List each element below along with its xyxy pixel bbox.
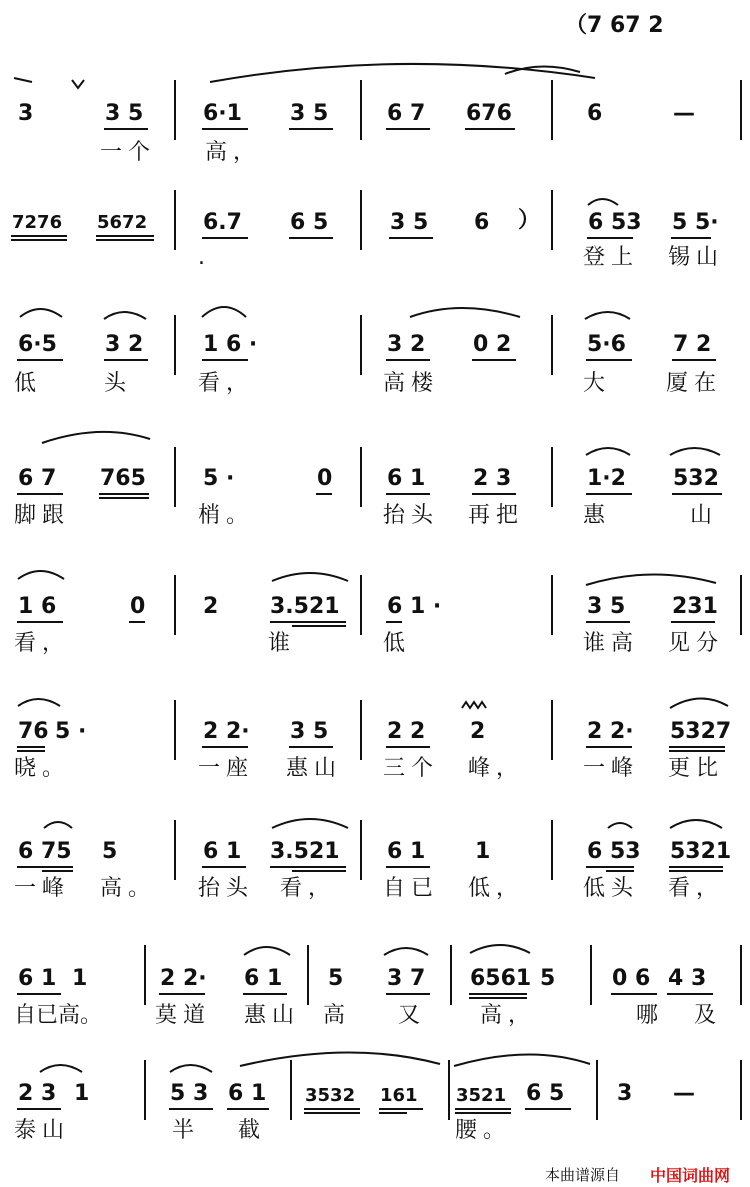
note: 6 53 xyxy=(588,210,642,235)
lyric: 看， xyxy=(14,631,71,656)
phrase-slur xyxy=(0,295,750,335)
system-6 xyxy=(0,680,750,790)
barline xyxy=(360,700,362,760)
lyric: 一个 xyxy=(100,140,157,165)
underline xyxy=(202,237,248,239)
note: 6 7 xyxy=(18,466,57,491)
underline xyxy=(270,866,346,868)
barline xyxy=(551,190,553,250)
lyric: 惠 xyxy=(583,503,612,528)
note: 3 xyxy=(18,101,34,126)
barline xyxy=(740,80,742,140)
lyric: 低 xyxy=(383,631,412,656)
underline xyxy=(99,493,149,495)
note: 6 1 xyxy=(18,966,57,991)
source-credit: 本曲谱源自 xyxy=(545,1166,621,1184)
underline xyxy=(671,621,715,623)
note: 5 xyxy=(540,966,556,991)
note: 3.521 xyxy=(270,594,340,619)
barline xyxy=(307,945,309,1005)
barline xyxy=(360,190,362,250)
note: 2 3 xyxy=(473,466,512,491)
system-4 xyxy=(0,425,750,535)
underline xyxy=(386,128,430,130)
note: 6.7 xyxy=(203,210,242,235)
underline xyxy=(17,746,45,748)
lyric: 看， xyxy=(668,876,725,901)
underline xyxy=(243,993,287,995)
lyric: 惠山 xyxy=(244,1003,301,1028)
barline xyxy=(551,315,553,375)
barline xyxy=(740,945,742,1005)
note: 3.521 xyxy=(270,839,340,864)
barline xyxy=(360,447,362,507)
phrase-slur xyxy=(0,680,750,720)
underline xyxy=(17,993,61,995)
phrase-slur xyxy=(0,175,750,215)
barline xyxy=(551,820,553,880)
note: 5·6 xyxy=(587,332,626,357)
note: 3532 xyxy=(305,1085,356,1106)
note: 5321 xyxy=(670,839,732,864)
barline xyxy=(551,700,553,760)
underline xyxy=(289,746,333,748)
note: — xyxy=(673,1081,695,1106)
note: 6 5 xyxy=(290,210,329,235)
note: 6 5 xyxy=(526,1081,565,1106)
note: 6·5 xyxy=(18,332,57,357)
underline xyxy=(292,870,346,872)
lyric: 脚跟 xyxy=(14,503,71,528)
system-3 xyxy=(0,295,750,405)
underline xyxy=(606,870,634,872)
lyric: 厦在 xyxy=(666,371,723,396)
site-watermark: 中国词曲网 xyxy=(650,1166,731,1185)
lyric: 谁高 xyxy=(583,631,640,656)
underline xyxy=(289,128,333,130)
lyric: 低头 xyxy=(583,876,640,901)
underline xyxy=(667,993,713,995)
lyric: 一座 xyxy=(198,756,255,781)
underline xyxy=(304,1108,360,1110)
barline xyxy=(360,315,362,375)
lyric: 莫道 xyxy=(155,1003,212,1028)
note: 2 3 xyxy=(18,1081,57,1106)
phrase-slur xyxy=(0,425,750,465)
note: 5 · xyxy=(203,466,235,491)
note: 5 xyxy=(102,839,118,864)
underline xyxy=(386,866,430,868)
system-8 xyxy=(0,925,750,1035)
lyric: 泰山 xyxy=(14,1118,71,1143)
lyric: 一峰 xyxy=(14,876,71,901)
note: 3 5 xyxy=(105,101,144,126)
underline xyxy=(304,1112,360,1114)
lyric: 锡山 xyxy=(668,245,725,270)
note: 6 xyxy=(587,101,603,126)
note: 1 xyxy=(74,1081,90,1106)
lyric: 一峰 xyxy=(583,756,640,781)
underline xyxy=(17,1108,61,1110)
note: 1 xyxy=(72,966,88,991)
underline xyxy=(129,621,145,623)
note: 6·1 xyxy=(203,101,242,126)
lyric: 自已高。 xyxy=(14,1003,103,1028)
underline xyxy=(669,750,725,752)
note: 2 2· xyxy=(587,719,634,744)
barline xyxy=(174,820,176,880)
note: 2 2 xyxy=(387,719,426,744)
lyric: 哪 xyxy=(636,1003,665,1028)
note: 5 xyxy=(328,966,344,991)
lyric: 晓。 xyxy=(14,756,71,781)
note: 0 xyxy=(130,594,146,619)
underline xyxy=(455,1112,511,1114)
underline xyxy=(586,359,632,361)
barline xyxy=(596,1060,598,1120)
barline xyxy=(144,945,146,1005)
note: 231 xyxy=(672,594,718,619)
underline xyxy=(611,993,657,995)
system-1 xyxy=(0,60,750,170)
lyric: 高 xyxy=(323,1003,352,1028)
underline xyxy=(386,359,430,361)
lyric: 梢。 xyxy=(198,503,255,528)
barline xyxy=(448,1060,450,1120)
system-5 xyxy=(0,555,750,665)
lyric: 腰。 xyxy=(455,1118,512,1143)
note: 7276 xyxy=(12,212,63,233)
phrase-slur xyxy=(0,925,750,965)
lyric: 再把 xyxy=(468,503,525,528)
barline xyxy=(174,190,176,250)
underline xyxy=(586,746,632,748)
lyric: 低 xyxy=(14,371,43,396)
underline xyxy=(289,237,333,239)
note: 3 5 xyxy=(290,101,329,126)
lyric: 大 xyxy=(583,371,612,396)
note: 2 xyxy=(203,594,219,619)
lyric: 高楼 xyxy=(383,371,440,396)
underline xyxy=(587,237,633,239)
underline xyxy=(455,1108,511,1110)
lyric: 三个 xyxy=(383,756,440,781)
underline xyxy=(99,497,149,499)
barline xyxy=(290,1060,292,1120)
lyric: 半 xyxy=(172,1118,201,1143)
note: 2 2· xyxy=(160,966,207,991)
note: ） xyxy=(518,208,541,233)
barline xyxy=(174,700,176,760)
note: 6 7 xyxy=(387,101,426,126)
lyric: 又 xyxy=(398,1003,427,1028)
barline xyxy=(174,80,176,140)
note: 765 xyxy=(100,466,146,491)
note: 0 xyxy=(317,466,333,491)
underline xyxy=(104,128,148,130)
lyric: 谁 xyxy=(268,631,297,656)
lyric: 高， xyxy=(205,140,262,165)
underline xyxy=(472,493,516,495)
underline xyxy=(17,493,63,495)
system-2 xyxy=(0,175,750,285)
underline xyxy=(292,625,346,627)
note: 3 5 xyxy=(587,594,626,619)
lyric: 登上 xyxy=(583,245,640,270)
lyric: 抬头 xyxy=(383,503,440,528)
underline xyxy=(472,359,516,361)
underline xyxy=(227,1108,269,1110)
phrase-slur xyxy=(0,1040,750,1080)
underline xyxy=(669,866,723,868)
lyric: 高， xyxy=(480,1003,537,1028)
underline xyxy=(586,866,634,868)
note: — xyxy=(673,101,695,126)
note: 0 6 xyxy=(612,966,651,991)
barline xyxy=(174,447,176,507)
barline xyxy=(174,315,176,375)
lyric: 抬头 xyxy=(198,876,255,901)
barline xyxy=(174,575,176,635)
intro-notation: （7 67 2 xyxy=(565,13,664,38)
barline xyxy=(740,575,742,635)
underline xyxy=(669,746,725,748)
lyric: 高。 xyxy=(100,876,157,901)
note: 2 xyxy=(470,719,486,744)
note: 6 75 xyxy=(18,839,72,864)
note: 1 6 xyxy=(18,594,57,619)
underline xyxy=(525,1108,571,1110)
phrase-slur xyxy=(0,800,750,840)
note: 6 1 xyxy=(244,966,283,991)
note: 3 xyxy=(617,1081,633,1106)
underline xyxy=(469,993,527,995)
note: 3 2 xyxy=(105,332,144,357)
underline xyxy=(379,1108,423,1110)
underline xyxy=(669,870,723,872)
barline xyxy=(551,575,553,635)
barline xyxy=(740,1060,742,1120)
lyric: 惠山 xyxy=(286,756,343,781)
barline xyxy=(360,575,362,635)
barline xyxy=(144,1060,146,1120)
lyric: 低， xyxy=(468,876,525,901)
note: 1 6 · xyxy=(203,332,258,357)
underline xyxy=(202,866,246,868)
note: 3521 xyxy=(456,1085,507,1106)
note: 4 3 xyxy=(668,966,707,991)
lyric: 头 xyxy=(104,371,133,396)
underline xyxy=(159,993,205,995)
note: 5 · xyxy=(55,719,87,744)
lyric: 自已 xyxy=(383,876,440,901)
underline xyxy=(42,870,73,872)
underline xyxy=(672,359,716,361)
barline xyxy=(551,447,553,507)
underline xyxy=(469,997,527,999)
barline xyxy=(590,945,592,1005)
phrase-slur xyxy=(0,555,750,595)
underline xyxy=(96,235,154,237)
underline xyxy=(316,493,332,495)
underline xyxy=(270,621,346,623)
note: 3 5 xyxy=(290,719,329,744)
lyric: . xyxy=(198,245,211,270)
lyric: 看， xyxy=(280,876,337,901)
underline xyxy=(202,746,248,748)
note: 6 1 xyxy=(228,1081,267,1106)
lyric: 山 xyxy=(690,503,719,528)
underline xyxy=(386,746,430,748)
lyric: 及 xyxy=(694,1003,723,1028)
note: 5 5· xyxy=(672,210,719,235)
underline xyxy=(202,128,248,130)
note: 5327 xyxy=(670,719,732,744)
underline xyxy=(671,237,711,239)
note: 3 2 xyxy=(387,332,426,357)
underline xyxy=(379,1112,407,1114)
note: 6 xyxy=(474,210,490,235)
note: 76 xyxy=(18,719,49,744)
note: 161 xyxy=(380,1085,418,1106)
underline xyxy=(386,621,402,623)
underline xyxy=(17,621,63,623)
lyric: 更比 xyxy=(668,756,725,781)
note: 6 53 xyxy=(587,839,641,864)
note: 3 5 xyxy=(390,210,429,235)
underline xyxy=(169,1108,213,1110)
note: 1 xyxy=(475,839,491,864)
underline xyxy=(672,493,722,495)
note: 6 1 xyxy=(387,466,426,491)
note: 3 7 xyxy=(387,966,426,991)
barline xyxy=(551,80,553,140)
underline xyxy=(11,239,67,241)
underline xyxy=(11,235,67,237)
system-7 xyxy=(0,800,750,910)
underline xyxy=(17,866,73,868)
lyric: 见分 xyxy=(668,631,725,656)
underline xyxy=(389,237,433,239)
underline xyxy=(17,750,45,752)
barline xyxy=(360,80,362,140)
underline xyxy=(465,128,515,130)
note: 6561 xyxy=(470,966,532,991)
lyric: 截 xyxy=(238,1118,267,1143)
note: 5 3 xyxy=(170,1081,209,1106)
note: 676 xyxy=(466,101,512,126)
note: 6 1 · xyxy=(387,594,442,619)
barline xyxy=(450,945,452,1005)
note: 1·2 xyxy=(587,466,626,491)
note: 6 1 xyxy=(387,839,426,864)
underline xyxy=(386,493,430,495)
note: 0 2 xyxy=(473,332,512,357)
underline xyxy=(104,359,148,361)
system-9 xyxy=(0,1040,750,1150)
note: 532 xyxy=(673,466,719,491)
underline xyxy=(386,993,430,995)
underline xyxy=(586,621,630,623)
phrase-slur xyxy=(0,60,750,100)
note: 7 2 xyxy=(673,332,712,357)
note: 2 2· xyxy=(203,719,250,744)
barline xyxy=(360,820,362,880)
lyric: 峰， xyxy=(468,756,525,781)
lyric: 看， xyxy=(198,371,255,396)
underline xyxy=(202,359,248,361)
note: 6 1 xyxy=(203,839,242,864)
underline xyxy=(586,493,632,495)
underline xyxy=(96,239,154,241)
trill-mark xyxy=(460,690,500,716)
note: 5672 xyxy=(97,212,148,233)
underline xyxy=(17,359,63,361)
